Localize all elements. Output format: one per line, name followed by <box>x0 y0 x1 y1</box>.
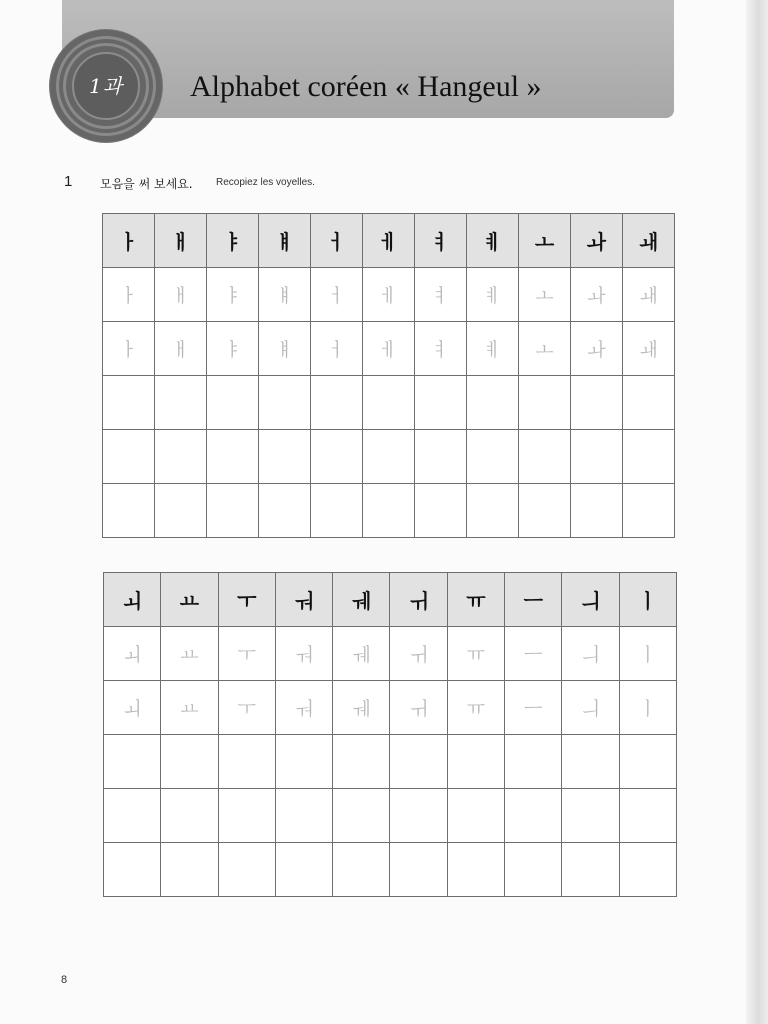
practice-cell[interactable] <box>447 789 504 843</box>
practice-cell[interactable] <box>161 843 218 897</box>
model-vowel-cell: ㅏ <box>103 214 155 268</box>
practice-cell[interactable] <box>311 484 363 538</box>
trace-vowel-cell[interactable]: ㅏ <box>103 268 155 322</box>
model-vowel-cell: ㅖ <box>467 214 519 268</box>
model-vowel-cell: ㅗ <box>519 214 571 268</box>
practice-cell[interactable] <box>467 484 519 538</box>
model-vowel-cell: ㅝ <box>275 573 332 627</box>
trace-row <box>103 268 675 322</box>
practice-cell[interactable] <box>415 484 467 538</box>
model-vowel-cell: ㅟ <box>390 573 447 627</box>
practice-cell[interactable] <box>562 735 619 789</box>
trace-vowel-cell[interactable]: ㅕ <box>415 322 467 376</box>
practice-cell[interactable] <box>363 484 415 538</box>
trace-vowel-cell[interactable]: ㅒ <box>259 268 311 322</box>
model-vowel-cell: ㅓ <box>311 214 363 268</box>
trace-vowel-cell[interactable]: ㅖ <box>467 322 519 376</box>
blank-practice-row <box>103 430 675 484</box>
model-vowel-cell: ㅣ <box>619 573 676 627</box>
practice-cell[interactable] <box>218 735 275 789</box>
trace-vowel-cell[interactable]: ㅘ <box>571 268 623 322</box>
model-vowel-cell: ㅒ <box>259 214 311 268</box>
practice-cell[interactable] <box>415 430 467 484</box>
practice-cell[interactable] <box>259 430 311 484</box>
trace-vowel-cell[interactable]: ㅚ <box>104 681 161 735</box>
practice-cell[interactable] <box>218 789 275 843</box>
trace-vowel-cell[interactable]: ㅑ <box>207 268 259 322</box>
trace-row <box>104 681 677 735</box>
practice-cell[interactable] <box>161 789 218 843</box>
model-vowel-cell: ㅙ <box>623 214 675 268</box>
practice-cell[interactable] <box>447 735 504 789</box>
trace-vowel-cell[interactable]: ㅛ <box>161 681 218 735</box>
trace-vowel-cell[interactable]: ㅙ <box>623 268 675 322</box>
trace-vowel-cell[interactable]: ㅕ <box>415 268 467 322</box>
trace-vowel-cell[interactable]: ㅠ <box>447 627 504 681</box>
practice-cell[interactable] <box>619 735 676 789</box>
practice-cell[interactable] <box>571 484 623 538</box>
practice-cell[interactable] <box>623 430 675 484</box>
practice-cell[interactable] <box>104 735 161 789</box>
model-vowel-cell: ㅠ <box>447 573 504 627</box>
practice-cell[interactable] <box>275 735 332 789</box>
model-vowel-cell: ㅕ <box>415 214 467 268</box>
practice-cell[interactable] <box>104 843 161 897</box>
trace-vowel-cell[interactable]: ㅔ <box>363 322 415 376</box>
practice-cell[interactable] <box>259 484 311 538</box>
practice-cell[interactable] <box>103 484 155 538</box>
practice-cell[interactable] <box>275 843 332 897</box>
trace-vowel-cell[interactable]: ㅟ <box>390 627 447 681</box>
model-vowel-cell: ㅜ <box>218 573 275 627</box>
trace-vowel-cell[interactable]: ㅏ <box>103 322 155 376</box>
model-vowel-cell: ㅐ <box>155 214 207 268</box>
trace-vowel-cell[interactable]: ㅗ <box>519 268 571 322</box>
practice-cell[interactable] <box>333 735 390 789</box>
practice-cell[interactable] <box>505 843 562 897</box>
lesson-title: Alphabet coréen « Hangeul » <box>190 70 542 103</box>
trace-vowel-cell[interactable]: ㅜ <box>218 681 275 735</box>
practice-cell[interactable] <box>207 376 259 430</box>
practice-cell[interactable] <box>562 843 619 897</box>
trace-vowel-cell[interactable]: ㅝ <box>275 681 332 735</box>
model-vowel-cell: ㅞ <box>333 573 390 627</box>
trace-vowel-cell[interactable]: ㅡ <box>505 627 562 681</box>
blank-practice-row <box>103 376 675 430</box>
practice-cell[interactable] <box>333 789 390 843</box>
practice-cell[interactable] <box>505 789 562 843</box>
trace-vowel-cell[interactable]: ㅝ <box>275 627 332 681</box>
practice-cell[interactable] <box>519 430 571 484</box>
practice-cell[interactable] <box>571 376 623 430</box>
trace-vowel-cell[interactable]: ㅔ <box>363 268 415 322</box>
lesson-badge <box>50 30 162 142</box>
practice-cell[interactable] <box>447 843 504 897</box>
practice-cell[interactable] <box>562 789 619 843</box>
trace-vowel-cell[interactable]: ㅞ <box>333 681 390 735</box>
exercise-number: 1 <box>64 173 73 190</box>
vowel-practice-grid-1 <box>102 213 675 538</box>
exercise-instruction-korean: 모음을 써 보세요. <box>100 177 193 191</box>
trace-vowel-cell[interactable]: ㅐ <box>155 268 207 322</box>
practice-cell[interactable] <box>623 376 675 430</box>
blank-practice-row <box>104 843 677 897</box>
practice-cell[interactable] <box>519 484 571 538</box>
model-vowel-cell: ㅢ <box>562 573 619 627</box>
practice-cell[interactable] <box>390 735 447 789</box>
model-vowel-cell: ㅑ <box>207 214 259 268</box>
trace-vowel-cell[interactable]: ㅗ <box>519 322 571 376</box>
trace-vowel-cell[interactable]: ㅚ <box>104 627 161 681</box>
practice-cell[interactable] <box>155 376 207 430</box>
trace-vowel-cell[interactable]: ㅑ <box>207 322 259 376</box>
practice-cell[interactable] <box>505 735 562 789</box>
trace-vowel-cell[interactable]: ㅢ <box>562 627 619 681</box>
trace-row <box>104 627 677 681</box>
blank-practice-row <box>103 484 675 538</box>
trace-vowel-cell[interactable]: ㅓ <box>311 322 363 376</box>
model-row <box>103 214 675 268</box>
practice-cell[interactable] <box>619 789 676 843</box>
practice-cell[interactable] <box>103 376 155 430</box>
blank-practice-row <box>104 789 677 843</box>
trace-vowel-cell[interactable]: ㅡ <box>505 681 562 735</box>
trace-vowel-cell[interactable]: ㅙ <box>623 322 675 376</box>
practice-cell[interactable] <box>155 484 207 538</box>
practice-cell[interactable] <box>311 376 363 430</box>
practice-cell[interactable] <box>467 430 519 484</box>
trace-vowel-cell[interactable]: ㅞ <box>333 627 390 681</box>
practice-cell[interactable] <box>104 789 161 843</box>
model-vowel-cell: ㅚ <box>104 573 161 627</box>
practice-cell[interactable] <box>415 376 467 430</box>
practice-cell[interactable] <box>218 843 275 897</box>
blank-practice-row <box>104 735 677 789</box>
practice-cell[interactable] <box>207 484 259 538</box>
practice-cell[interactable] <box>390 789 447 843</box>
trace-vowel-cell[interactable]: ㅢ <box>562 681 619 735</box>
practice-cell[interactable] <box>363 376 415 430</box>
trace-vowel-cell[interactable]: ㅟ <box>390 681 447 735</box>
practice-cell[interactable] <box>467 376 519 430</box>
trace-vowel-cell[interactable]: ㅒ <box>259 322 311 376</box>
practice-cell[interactable] <box>103 430 155 484</box>
practice-cell[interactable] <box>275 789 332 843</box>
practice-cell[interactable] <box>619 843 676 897</box>
trace-vowel-cell[interactable]: ㅣ <box>619 681 676 735</box>
model-vowel-cell: ㅡ <box>505 573 562 627</box>
trace-row <box>103 322 675 376</box>
model-vowel-cell: ㅔ <box>363 214 415 268</box>
practice-cell[interactable] <box>390 843 447 897</box>
lesson-number-label: 1과 <box>88 74 124 98</box>
model-row <box>104 573 677 627</box>
practice-cell[interactable] <box>155 430 207 484</box>
trace-vowel-cell[interactable]: ㅐ <box>155 322 207 376</box>
practice-cell[interactable] <box>311 430 363 484</box>
practice-cell[interactable] <box>333 843 390 897</box>
vowel-practice-grid-2 <box>103 572 677 897</box>
model-vowel-cell: ㅛ <box>161 573 218 627</box>
trace-vowel-cell[interactable]: ㅠ <box>447 681 504 735</box>
practice-cell[interactable] <box>259 376 311 430</box>
practice-cell[interactable] <box>623 484 675 538</box>
model-vowel-cell: ㅘ <box>571 214 623 268</box>
practice-cell[interactable] <box>161 735 218 789</box>
page-number: 8 <box>61 974 68 986</box>
trace-vowel-cell[interactable]: ㅣ <box>619 627 676 681</box>
practice-cell[interactable] <box>519 376 571 430</box>
practice-cell[interactable] <box>363 430 415 484</box>
exercise-instruction-french: Recopiez les voyelles. <box>216 177 315 188</box>
trace-vowel-cell[interactable]: ㅘ <box>571 322 623 376</box>
trace-vowel-cell[interactable]: ㅖ <box>467 268 519 322</box>
trace-vowel-cell[interactable]: ㅛ <box>161 627 218 681</box>
trace-vowel-cell[interactable]: ㅓ <box>311 268 363 322</box>
page-edge <box>746 0 768 1024</box>
practice-cell[interactable] <box>571 430 623 484</box>
practice-cell[interactable] <box>207 430 259 484</box>
trace-vowel-cell[interactable]: ㅜ <box>218 627 275 681</box>
